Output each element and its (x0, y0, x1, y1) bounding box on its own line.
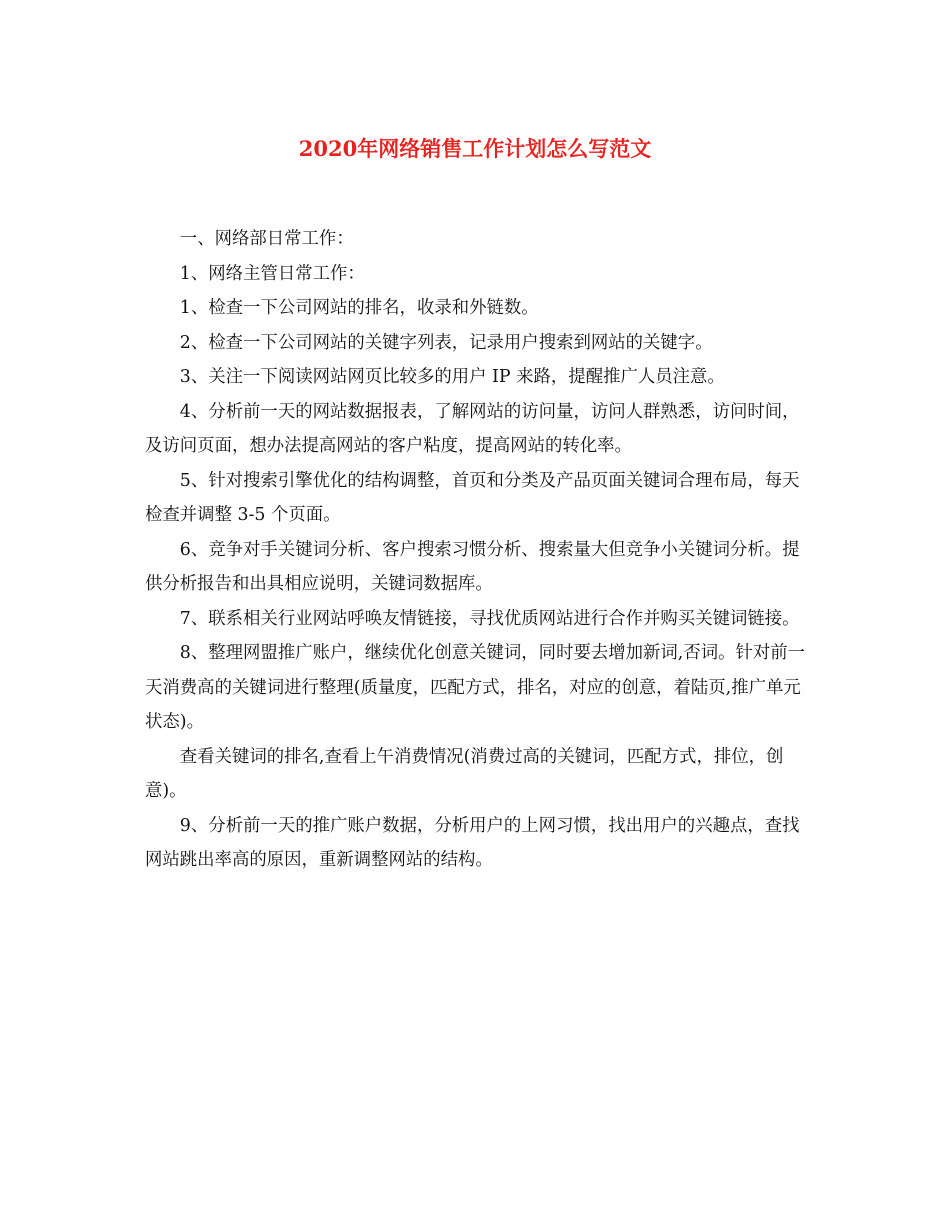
paragraph: 2、检查一下公司网站的关键字列表，记录用户搜索到网站的关键字。 (179, 332, 713, 353)
paragraph: 6、竞争对手关键词分析、客户搜索习惯分析、搜索量大但竞争小关键词分析。提供分析报告和出具相应说明，关键词数据库。 (145, 539, 800, 594)
document-body (145, 222, 810, 878)
paragraph: 1、检查一下公司网站的排名，收录和外链数。 (179, 298, 539, 318)
paragraph: 查看关键词的排名,查看上午消费情况(消费过高的关键词，匹配方式，排位，创意)。 (145, 746, 784, 801)
paragraph: 5、针对搜索引擎优化的结构调整，首页和分类及产品页面关键词合理布局，每天检查并调整 3-5 个页面。 (145, 470, 800, 525)
subsection-heading: 1、网络主管日常工作： (179, 263, 365, 284)
paragraph: 4、分析前一天的网站数据报表，了解网站的访问量，访问人群熟悉，访问时间，及访问页面，想办法提高网站的客户粘度，提高网站的转化率。 (145, 401, 800, 456)
paragraph: 7、联系相关行业网站呼唤友情链接，寻找优质网站进行合作并购买关键词链接。 (179, 608, 800, 629)
paragraph: 9、分析前一天的推广账户数据，分析用户的上网习惯，找出用户的兴趣点，查找网站跳出率高的原因，重新调整网站的结构。 (145, 815, 800, 870)
section-heading: 一、网络部日常工作： (179, 229, 354, 249)
paragraph: 3、关注一下阅读网站网页比较多的用户 IP 来路，提醒推广人员注意。 (179, 367, 725, 387)
document-title: 2020年网络销售工作计划怎么写范文 (298, 136, 652, 161)
paragraph: 8、整理网盟推广账户，继续优化创意关键词，同时要去增加新词,否词。针对前一天消费高的关键词进行整理(质量度，匹配方式，排名，对应的创意，着陆页,推广单元状态)。 (145, 643, 806, 732)
